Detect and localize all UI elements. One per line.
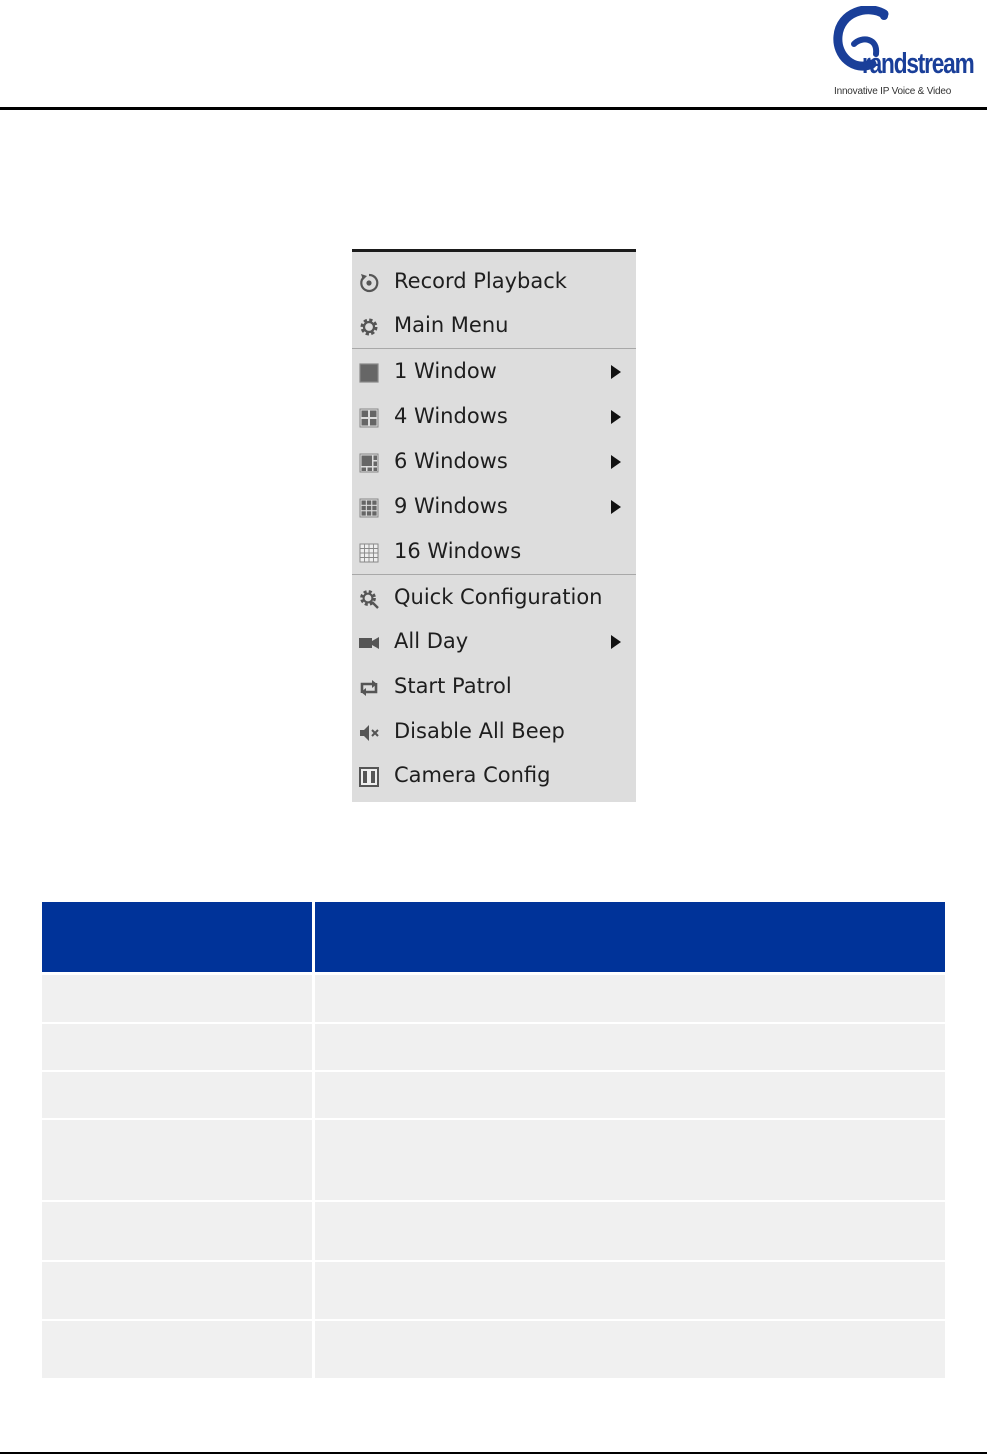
- logo-tagline: Innovative IP Voice & Video: [834, 86, 952, 97]
- menu-item-label: 1 Window: [394, 359, 497, 383]
- menu-item-label: 4 Windows: [394, 404, 508, 428]
- patrol-cycle-icon: [358, 677, 380, 699]
- speaker-mute-icon: [358, 722, 380, 744]
- table-cell: [42, 975, 312, 1022]
- menu-item-start-patrol[interactable]: [352, 665, 636, 709]
- window-4-icon: [358, 407, 380, 429]
- quick-config-icon: [358, 588, 380, 610]
- table-cell: [315, 1262, 945, 1319]
- logo-wordmark: randstream: [862, 48, 974, 80]
- table-row: [42, 1072, 945, 1118]
- window-6-icon: [358, 452, 380, 474]
- table-cell: [315, 1024, 945, 1070]
- table-cell: [315, 1072, 945, 1118]
- menu-item-label: 16 Windows: [394, 539, 522, 563]
- table-cell: [42, 1202, 312, 1260]
- gear-icon: [358, 316, 380, 338]
- table-row: [42, 1024, 945, 1070]
- menu-item-label: Quick Configuration: [394, 585, 603, 609]
- menu-item-disable-all-beep[interactable]: [352, 710, 636, 754]
- submenu-arrow-icon: [610, 410, 622, 424]
- menu-item-9-windows[interactable]: [352, 485, 636, 529]
- window-1-icon: [358, 362, 380, 384]
- menu-item-label: Camera Config: [394, 763, 551, 787]
- submenu-arrow-icon: [610, 455, 622, 469]
- table-cell: [315, 975, 945, 1022]
- menu-separator: [352, 574, 636, 575]
- table-row: [42, 1120, 945, 1200]
- table-row: [42, 1321, 945, 1378]
- menu-item-all-day[interactable]: [352, 620, 636, 664]
- menu-item-label: Start Patrol: [394, 674, 512, 698]
- grandstream-logo: [822, 4, 972, 100]
- window-9-icon: [358, 497, 380, 519]
- table-header: [42, 902, 945, 972]
- menu-item-4-windows[interactable]: [352, 395, 636, 439]
- menu-item-label: 9 Windows: [394, 494, 508, 518]
- context-menu: [352, 249, 636, 802]
- header-divider: [0, 107, 987, 110]
- video-camera-icon: [358, 632, 380, 654]
- table-cell: [42, 1262, 312, 1319]
- table-cell: [42, 1072, 312, 1118]
- menu-item-label: All Day: [394, 629, 469, 653]
- menu-item-label: 6 Windows: [394, 449, 508, 473]
- table-header-cell: [42, 902, 312, 972]
- table-cell: [315, 1120, 945, 1200]
- table-cell: [42, 1120, 312, 1200]
- record-playback-icon: [358, 272, 380, 294]
- table-cell: [42, 1321, 312, 1378]
- menu-item-camera-config[interactable]: [352, 754, 636, 798]
- menu-item-label: Main Menu: [394, 313, 509, 337]
- menu-item-6-windows[interactable]: [352, 440, 636, 484]
- table-row: [42, 975, 945, 1022]
- footer-divider: [0, 1452, 987, 1454]
- menu-item-1-window[interactable]: [352, 350, 636, 394]
- submenu-arrow-icon: [610, 365, 622, 379]
- menu-item-16-windows[interactable]: [352, 530, 636, 574]
- table-header-cell: [315, 902, 945, 972]
- submenu-arrow-icon: [610, 500, 622, 514]
- camera-config-icon: [358, 766, 380, 788]
- table-row: [42, 1202, 945, 1260]
- submenu-arrow-icon: [610, 635, 622, 649]
- menu-item-quick-configuration[interactable]: [352, 576, 636, 620]
- table-cell: [42, 1024, 312, 1070]
- window-16-icon: [358, 542, 380, 564]
- menu-item-label: Record Playback: [394, 269, 567, 293]
- menu-separator: [352, 348, 636, 349]
- menu-item-label: Disable All Beep: [394, 719, 565, 743]
- menu-item-main-menu[interactable]: [352, 304, 636, 348]
- table-cell: [315, 1321, 945, 1378]
- table-cell: [315, 1202, 945, 1260]
- menu-item-record-playback[interactable]: [352, 260, 636, 304]
- table-row: [42, 1262, 945, 1319]
